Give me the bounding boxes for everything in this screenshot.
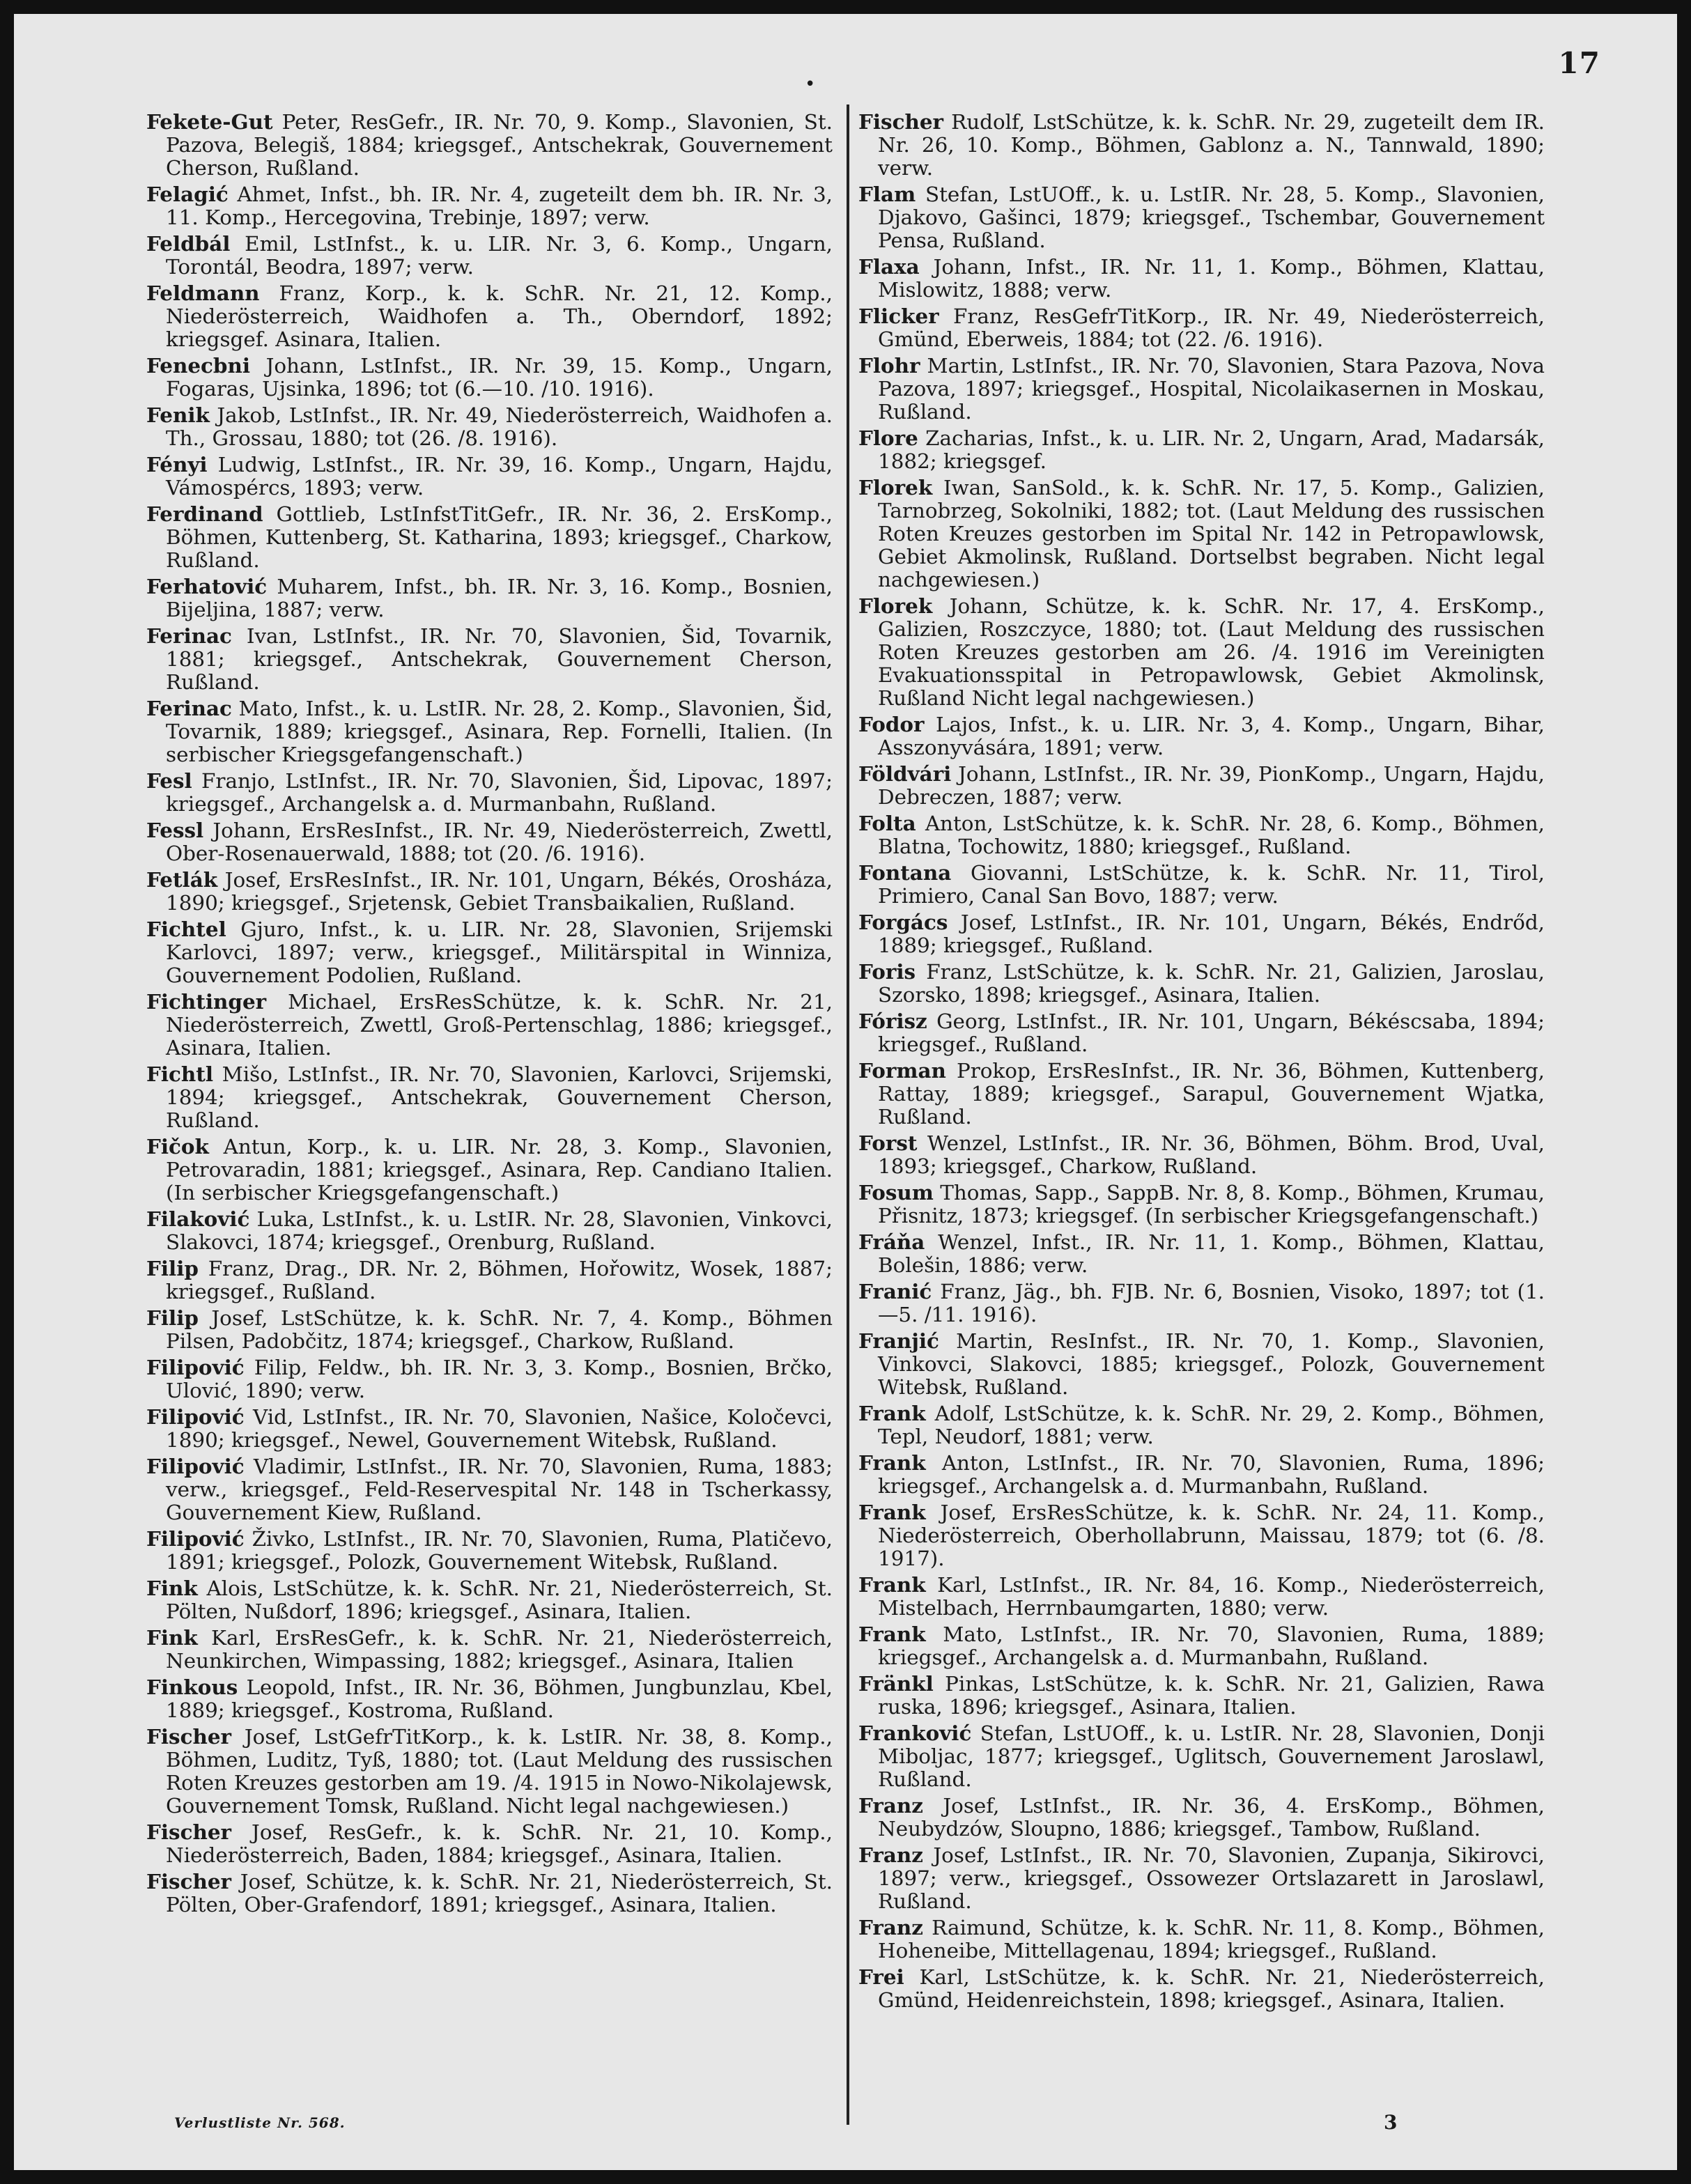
entry-details: Johann, LstInfst., IR. Nr. 39, PionKomp., Ungarn, Hajdu, Debreczen, 1887; verw. <box>878 762 1545 809</box>
page-number: 17 <box>1558 46 1600 80</box>
entry-surname: Flore <box>858 426 918 450</box>
left-column <box>146 110 833 1919</box>
casualty-entry <box>146 1820 833 1867</box>
entry-surname: Forgács <box>858 910 948 934</box>
casualty-entry <box>146 1405 833 1452</box>
entry-details: Emil, LstInfst., k. u. LIR. Nr. 3, 6. Komp., Ungarn, Torontál, Beodra, 1897; verw. <box>166 232 833 279</box>
entry-details: Živko, LstInfst., IR. Nr. 70, Slavonien, Ruma, Platičevo, 1891; kriegsgef., Polozk, Gouvernement Witebsk, Rußland. <box>166 1527 833 1574</box>
entry-details: Georg, LstInfst., IR. Nr. 101, Ungarn, Békéscsaba, 1894; kriegsgef., Rußland. <box>878 1009 1545 1056</box>
casualty-entry <box>858 1181 1545 1227</box>
entry-surname: Filipović <box>146 1404 245 1429</box>
entry-details: Mato, Infst., k. u. LstIR. Nr. 28, 2. Komp., Slavonien, Šid, Tovarnik, 1889; kriegsgef., Asinara, Rep. Fornelli, Italien. (In serbischer Kriegsgefangenschaft.) <box>166 697 833 766</box>
entry-details: Raimund, Schütze, k. k. SchR. Nr. 11, 8. Komp., Böhmen, Hoheneibe, Mittellagenau, 1894; kriegsgef., Rußland. <box>878 1916 1545 1962</box>
entry-details: Michael, ErsResSchütze, k. k. SchR. Nr. 21, Niederösterreich, Zwettl, Groß-Pertenschlag, 1886; kriegsgef., Asinara, Italien. <box>166 990 833 1060</box>
casualty-entry <box>146 1675 833 1722</box>
entry-details: Martin, LstInfst., IR. Nr. 70, Slavonien, Stara Pazova, Nova Pazova, 1897; kriegsgef., Hospital, Nicolaikasernen in Moskau, Rußland. <box>878 354 1545 424</box>
entry-surname: Földvári <box>858 761 952 786</box>
entry-surname: Frank <box>858 1572 926 1597</box>
entry-details: Josef, ErsResSchütze, k. k. SchR. Nr. 24, 11. Komp., Niederösterreich, Oberhollabrunn, Maissau, 1879; tot (6. /8. 1917). <box>878 1501 1545 1570</box>
casualty-entry <box>146 1062 833 1132</box>
entry-details: Mato, LstInfst., IR. Nr. 70, Slavonien, Ruma, 1889; kriegsgef., Archangelsk a. d. Murmanbahn, Rußland. <box>878 1622 1545 1669</box>
casualty-entry <box>146 232 833 279</box>
right-column <box>858 110 1545 2015</box>
entry-details: Ahmet, Infst., bh. IR. Nr. 4, zugeteilt dem bh. IR. Nr. 3, 11. Komp., Hercegovina, Trebinje, 1897; verw. <box>166 183 833 229</box>
casualty-entry <box>858 304 1545 351</box>
entry-details: Stefan, LstUOff., k. u. LstIR. Nr. 28, Slavonien, Donji Miboljac, 1877; kriegsgef., Uglitsch, Gouvernement Jaroslawl, Rußland. <box>878 1721 1545 1791</box>
entry-surname: Filip <box>146 1306 199 1330</box>
entry-details: Vid, LstInfst., IR. Nr. 70, Slavonien, Našice, Koločevci, 1890; kriegsgef., Newel, Gouvernement Witebsk, Rußland. <box>166 1405 833 1452</box>
column-divider <box>847 104 849 2125</box>
entry-surname: Frank <box>858 1450 926 1475</box>
entry-surname: Fórisz <box>858 1009 927 1033</box>
entry-details: Franz, Korp., k. k. SchR. Nr. 21, 12. Komp., Niederösterreich, Waidhofen a. Th., Oberndorf, 1892; kriegsgef. Asinara, Italien. <box>166 281 833 351</box>
casualty-entry <box>858 1131 1545 1178</box>
entry-details: Wenzel, Infst., IR. Nr. 11, 1. Komp., Böhmen, Klattau, Bolešin, 1886; verw. <box>878 1230 1545 1277</box>
entry-details: Zacharias, Infst., k. u. LIR. Nr. 2, Ungarn, Arad, Madarsák, 1882; kriegsgef. <box>878 426 1545 473</box>
entry-surname: Finkous <box>146 1675 238 1699</box>
entry-surname: Fosum <box>858 1180 934 1205</box>
entry-surname: Fényi <box>146 452 208 477</box>
entry-details: Gjuro, Infst., k. u. LIR. Nr. 28, Slavonien, Srijemski Karlovci, 1897; verw., kriegsgef., Militärspital in Winniza, Gouvernement Podolien, Rußland. <box>166 917 833 987</box>
casualty-entry <box>858 1329 1545 1399</box>
casualty-entry <box>146 1725 833 1818</box>
entry-details: Antun, Korp., k. u. LIR. Nr. 28, 3. Komp., Slavonien, Petrovaradin, 1881; kriegsgef., Asinara, Rep. Candiano Italien. (In serbischer Kriegsgefangenschaft.) <box>166 1135 833 1205</box>
entry-details: Karl, ErsResGefr., k. k. SchR. Nr. 21, Niederösterreich, Neunkirchen, Wimpassing, 1882; kriegsgef., Asinara, Italien <box>166 1626 833 1673</box>
casualty-entry <box>146 1135 833 1205</box>
entry-surname: Ferhatović <box>146 574 268 598</box>
entry-details: Josef, LstInfst., IR. Nr. 101, Ungarn, Békés, Endrőd, 1889; kriegsgef., Rußland. <box>878 911 1545 957</box>
entry-surname: Franz <box>858 1793 923 1818</box>
casualty-entry <box>858 1965 1545 2012</box>
entry-details: Gottlieb, LstInfstTitGefr., IR. Nr. 36, 2. ErsKomp., Böhmen, Kuttenberg, St. Katharina, 1893; kriegsgef., Charkow, Rußland. <box>166 502 833 572</box>
document-page <box>14 14 1677 2170</box>
entry-surname: Florek <box>858 475 933 499</box>
entry-surname: Flohr <box>858 353 920 378</box>
entry-details: Iwan, SanSold., k. k. SchR. Nr. 17, 5. Komp., Galizien, Tarnobrzeg, Sokolniki, 1882; tot. (Laut Meldung des russischen Roten Kreuzes gestorben im Spital Nr. 142 in Petropawlowsk, Gebiet Akmolinsk, Rußland. Dortselbst begraben. Nicht legal nachgewiesen.) <box>878 476 1545 591</box>
casualty-entry <box>858 713 1545 759</box>
entry-details: Thomas, Sapp., SappB. Nr. 8, 8. Komp., Böhmen, Krumau, Přisnitz, 1873; kriegsgef. (In serbischer Kriegsgefangenschaft.) <box>878 1181 1545 1227</box>
entry-surname: Fičok <box>146 1134 209 1159</box>
entry-surname: Ferdinand <box>146 502 263 526</box>
entry-surname: Franić <box>858 1279 932 1303</box>
entry-details: Pinkas, LstSchütze, k. k. SchR. Nr. 21, Galizien, Rawa ruska, 1896; kriegsgef., Asinara, Italien. <box>878 1672 1545 1719</box>
footer-issue-label: Verlustliste Nr. 568. <box>174 2114 346 2131</box>
entry-details: Wenzel, LstInfst., IR. Nr. 36, Böhmen, Böhm. Brod, Uval, 1893; kriegsgef., Charkow, Rußland. <box>878 1131 1545 1178</box>
entry-details: Karl, LstSchütze, k. k. SchR. Nr. 21, Niederösterreich, Gmünd, Heidenreichstein, 1898; kriegsgef., Asinara, Italien. <box>878 1965 1545 2012</box>
casualty-entry <box>858 1059 1545 1129</box>
entry-details: Josef, LstInfst., IR. Nr. 70, Slavonien, Zupanja, Sikirovci, 1897; verw., kriegsgef., Ossowezer Ortslazarett in Jaroslawl, Rußland. <box>878 1843 1545 1913</box>
entry-surname: Fischer <box>146 1869 232 1893</box>
casualty-entry <box>146 868 833 915</box>
casualty-entry <box>858 476 1545 591</box>
casualty-entry <box>146 110 833 180</box>
casualty-entry <box>858 1843 1545 1913</box>
entry-details: Adolf, LstSchütze, k. k. SchR. Nr. 29, 2. Komp., Böhmen, Tepl, Neudorf, 1881; verw. <box>878 1402 1545 1448</box>
casualty-entry <box>858 1280 1545 1326</box>
entry-details: Johann, Infst., IR. Nr. 11, 1. Komp., Böhmen, Klattau, Mislowitz, 1888; verw. <box>878 255 1545 302</box>
casualty-entry <box>858 1721 1545 1791</box>
entry-surname: Forman <box>858 1058 946 1083</box>
entry-details: Franz, LstSchütze, k. k. SchR. Nr. 21, Galizien, Jaroslau, Szorsko, 1898; kriegsgef., Asinara, Italien. <box>878 960 1545 1007</box>
casualty-entry <box>146 917 833 987</box>
entry-details: Lajos, Infst., k. u. LIR. Nr. 3, 4. Komp., Ungarn, Bihar, Asszonyvására, 1891; verw. <box>878 713 1545 759</box>
casualty-entry <box>858 1794 1545 1841</box>
entry-details: Luka, LstInfst., k. u. LstIR. Nr. 28, Slavonien, Vinkovci, Slakovci, 1874; kriegsgef., Orenburg, Rußland. <box>166 1207 833 1254</box>
entry-surname: Frank <box>858 1622 926 1646</box>
entry-details: Martin, ResInfst., IR. Nr. 70, 1. Komp., Slavonien, Vinkovci, Slakovci, 1885; kriegsgef., Polozk, Gouvernement Witebsk, Rußland. <box>878 1329 1545 1399</box>
entry-details: Franjo, LstInfst., IR. Nr. 70, Slavonien, Šid, Lipovac, 1897; kriegsgef., Archangelsk a. d. Murmanbahn, Rußland. <box>166 769 833 816</box>
entry-surname: Folta <box>858 811 916 835</box>
entry-surname: Franjić <box>858 1329 939 1353</box>
entry-surname: Filipović <box>146 1526 245 1551</box>
entry-surname: Fessl <box>146 818 204 842</box>
casualty-entry <box>146 354 833 401</box>
casualty-entry <box>858 1672 1545 1719</box>
entry-surname: Flicker <box>858 304 939 328</box>
entry-details: Anton, LstInfst., IR. Nr. 70, Slavonien, Ruma, 1896; kriegsgef., Archangelsk a. d. Murmanbahn, Rußland. <box>878 1451 1545 1498</box>
entry-surname: Fichtel <box>146 917 226 941</box>
entry-surname: Fetlák <box>146 867 218 892</box>
entry-details: Josef, ErsResInfst., IR. Nr. 101, Ungarn, Békés, Orosháza, 1890; kriegsgef., Srjetensk, Gebiet Transbaikalien, Rußland. <box>166 868 833 915</box>
entry-details: Johann, LstInfst., IR. Nr. 39, 15. Komp., Ungarn, Fogaras, Ujsinka, 1896; tot (6.—10. /10. 1916). <box>166 354 833 401</box>
casualty-entry <box>146 502 833 572</box>
entry-details: Franz, ResGefrTitKorp., IR. Nr. 49, Niederösterreich, Gmünd, Eberweis, 1884; tot (22. /6. 1916). <box>878 304 1545 351</box>
entry-details: Jakob, LstInfst., IR. Nr. 49, Niederösterreich, Waidhofen a. Th., Grossau, 1880; tot (26. /8. 1916). <box>166 403 833 450</box>
entry-surname: Ferinac <box>146 696 232 720</box>
casualty-entry <box>858 1451 1545 1498</box>
entry-details: Johann, Schütze, k. k. SchR. Nr. 17, 4. ErsKomp., Galizien, Roszczyce, 1880; tot. (Laut Meldung des russischen Roten Kreuzes gestorben am 26. /4. 1916 im Vereinigten Evakuationsspital in Petropawlowsk, Gebiet Akmolinsk, Rußland Nicht legal nachgewiesen.) <box>878 594 1545 710</box>
entry-details: Muharem, Infst., bh. IR. Nr. 3, 16. Komp., Bosnien, Bijeljina, 1887; verw. <box>166 575 833 621</box>
entry-surname: Flam <box>858 182 916 206</box>
entry-surname: Foris <box>858 959 916 984</box>
entry-details: Franz, Drag., DR. Nr. 2, Böhmen, Hořowitz, Wosek, 1887; kriegsgef., Rußland. <box>166 1257 833 1303</box>
entry-surname: Fodor <box>858 712 925 736</box>
casualty-entry <box>858 1501 1545 1570</box>
entry-surname: Filaković <box>146 1207 250 1231</box>
entry-surname: Fink <box>146 1625 198 1650</box>
entry-details: Filip, Feldw., bh. IR. Nr. 3, 3. Komp., Bosnien, Brčko, Ulović, 1890; verw. <box>166 1356 833 1402</box>
entry-details: Anton, LstSchütze, k. k. SchR. Nr. 28, 6. Komp., Böhmen, Blatna, Tochowitz, 1880; kriegsgef., Rußland. <box>878 812 1545 858</box>
entry-details: Josef, LstGefrTitKorp., k. k. LstIR. Nr. 38, 8. Komp., Böhmen, Luditz, Tyß, 1880; tot. (Laut Meldung des russischen Roten Kreuzes gestorben am 19. /4. 1915 in Nowo-Nikolajewsk, Gouvernement Tomsk, Rußland. Nicht legal nachgewiesen.) <box>166 1725 833 1818</box>
casualty-entry <box>858 1916 1545 1962</box>
entry-surname: Feldbál <box>146 231 231 256</box>
casualty-entry <box>858 354 1545 424</box>
casualty-entry <box>146 1306 833 1353</box>
casualty-entry <box>858 1230 1545 1277</box>
entry-surname: Filipović <box>146 1355 245 1379</box>
casualty-entry <box>146 990 833 1060</box>
entry-details: Josef, ResGefr., k. k. SchR. Nr. 21, 10. Komp., Niederösterreich, Baden, 1884; kriegsgef., Asinara, Italien. <box>166 1820 833 1867</box>
entry-details: Rudolf, LstSchütze, k. k. SchR. Nr. 29, zugeteilt dem IR. Nr. 26, 10. Komp., Böhmen, Gablonz a. N., Tannwald, 1890; verw. <box>878 110 1545 180</box>
casualty-entry <box>146 819 833 865</box>
decorative-dot: • <box>805 74 816 95</box>
entry-surname: Fenecbni <box>146 353 251 378</box>
casualty-entry <box>146 697 833 766</box>
entry-details: Johann, ErsResInfst., IR. Nr. 49, Niederösterreich, Zwettl, Ober-Rosenauerwald, 1888; tot (20. /6. 1916). <box>166 819 833 865</box>
entry-details: Vladimir, LstInfst., IR. Nr. 70, Slavonien, Ruma, 1883; verw., kriegsgef., Feld-Reservespital Nr. 148 in Tscherkassy, Gouvernement Kiew, Rußland. <box>166 1455 833 1524</box>
entry-surname: Fichtl <box>146 1062 214 1086</box>
entry-details: Mišo, LstInfst., IR. Nr. 70, Slavonien, Karlovci, Srijemski, 1894; kriegsgef., Antschekrak, Gouvernement Cherson, Rußland. <box>166 1062 833 1132</box>
casualty-entry <box>146 453 833 499</box>
casualty-entry <box>146 1870 833 1916</box>
entry-surname: Forst <box>858 1131 918 1155</box>
casualty-entry <box>146 1455 833 1524</box>
entry-surname: Fontana <box>858 860 952 885</box>
entry-surname: Fischer <box>858 109 944 134</box>
entry-surname: Fränkl <box>858 1671 934 1696</box>
casualty-entry <box>146 1356 833 1402</box>
casualty-entry <box>858 911 1545 957</box>
entry-surname: Fichtinger <box>146 989 267 1014</box>
entry-surname: Flaxa <box>858 254 920 279</box>
entry-surname: Fenik <box>146 403 210 427</box>
entry-details: Josef, LstInfst., IR. Nr. 36, 4. ErsKomp., Böhmen, Neubydzów, Sloupno, 1886; kriegsgef., Tambow, Rußland. <box>878 1794 1545 1841</box>
entry-surname: Franz <box>858 1915 923 1939</box>
casualty-entry <box>146 281 833 351</box>
entry-surname: Felagić <box>146 182 229 206</box>
entry-surname: Frank <box>858 1401 926 1425</box>
casualty-entry <box>858 594 1545 710</box>
entry-surname: Fischer <box>146 1820 232 1844</box>
entry-details: Leopold, Infst., IR. Nr. 36, Böhmen, Jungbunzlau, Kbel, 1889; kriegsgef., Kostroma, Rußland. <box>166 1675 833 1722</box>
entry-details: Stefan, LstUOff., k. u. LstIR. Nr. 28, 5. Komp., Slavonien, Djakovo, Gašinci, 1879; kriegsgef., Tschembar, Gouvernement Pensa, Rußland. <box>878 183 1545 252</box>
casualty-entry <box>858 762 1545 809</box>
casualty-entry <box>146 1577 833 1623</box>
entry-details: Ivan, LstInfst., IR. Nr. 70, Slavonien, Šid, Tovarnik, 1881; kriegsgef., Antschekrak, Gouvernement Cherson, Rußland. <box>166 624 833 694</box>
casualty-entry <box>858 960 1545 1007</box>
entry-details: Josef, LstSchütze, k. k. SchR. Nr. 7, 4. Komp., Böhmen Pilsen, Padobčitz, 1874; kriegsgef., Charkow, Rußland. <box>166 1306 833 1353</box>
casualty-entry <box>858 1402 1545 1448</box>
entry-details: Prokop, ErsResInfst., IR. Nr. 36, Böhmen, Kuttenberg, Rattay, 1889; kriegsgef., Sarapul, Gouvernement Wjatka, Rußland. <box>878 1059 1545 1129</box>
casualty-entry <box>146 403 833 450</box>
entry-details: Peter, ResGefr., IR. Nr. 70, 9. Komp., Slavonien, St. Pazova, Belegiš, 1884; kriegsgef., Antschekrak, Gouvernement Cherson, Rußland. <box>166 110 833 180</box>
entry-surname: Franz <box>858 1843 923 1867</box>
entry-details: Franz, Jäg., bh. FJB. Nr. 6, Bosnien, Visoko, 1897; tot (1.—5. /11. 1916). <box>878 1280 1545 1326</box>
entry-surname: Ferinac <box>146 624 232 648</box>
casualty-entry <box>858 1573 1545 1620</box>
entry-surname: Frank <box>858 1500 926 1524</box>
casualty-entry <box>146 1527 833 1574</box>
entry-surname: Fráňa <box>858 1230 925 1254</box>
entry-surname: Fischer <box>146 1724 232 1749</box>
entry-surname: Filipović <box>146 1454 245 1478</box>
entry-surname: Fekete-Gut <box>146 109 273 134</box>
casualty-entry <box>858 255 1545 302</box>
entry-details: Karl, LstInfst., IR. Nr. 84, 16. Komp., Niederösterreich, Mistelbach, Herrnbaumgarten, 1880; verw. <box>878 1573 1545 1620</box>
casualty-entry <box>146 183 833 229</box>
casualty-entry <box>146 769 833 816</box>
entry-surname: Franković <box>858 1721 972 1745</box>
entry-details: Josef, Schütze, k. k. SchR. Nr. 21, Niederösterreich, St. Pölten, Ober-Grafendorf, 1891; kriegsgef., Asinara, Italien. <box>166 1870 833 1916</box>
casualty-entry <box>146 1207 833 1254</box>
entry-surname: Fesl <box>146 768 192 793</box>
casualty-entry <box>146 624 833 694</box>
casualty-entry <box>858 812 1545 858</box>
entry-surname: Frei <box>858 1965 904 1989</box>
casualty-entry <box>858 110 1545 180</box>
entry-surname: Florek <box>858 594 933 618</box>
entry-details: Giovanni, LstSchütze, k. k. SchR. Nr. 11, Tirol, Primiero, Canal San Bovo, 1887; verw. <box>878 861 1545 908</box>
entry-details: Alois, LstSchütze, k. k. SchR. Nr. 21, Niederösterreich, St. Pölten, Nußdorf, 1896; kriegsgef., Asinara, Italien. <box>166 1577 833 1623</box>
footer-sheet-number: 3 <box>1384 2111 1398 2134</box>
entry-surname: Filip <box>146 1256 199 1280</box>
casualty-entry <box>858 1009 1545 1056</box>
casualty-entry <box>858 861 1545 908</box>
casualty-entry <box>146 1626 833 1673</box>
casualty-entry <box>858 1622 1545 1669</box>
casualty-entry <box>858 183 1545 252</box>
entry-details: Ludwig, LstInfst., IR. Nr. 39, 16. Komp., Ungarn, Hajdu, Vámospércs, 1893; verw. <box>166 453 833 499</box>
casualty-entry <box>146 1257 833 1303</box>
entry-surname: Feldmann <box>146 281 260 305</box>
entry-surname: Fink <box>146 1576 198 1600</box>
casualty-entry <box>858 426 1545 473</box>
casualty-entry <box>146 575 833 621</box>
